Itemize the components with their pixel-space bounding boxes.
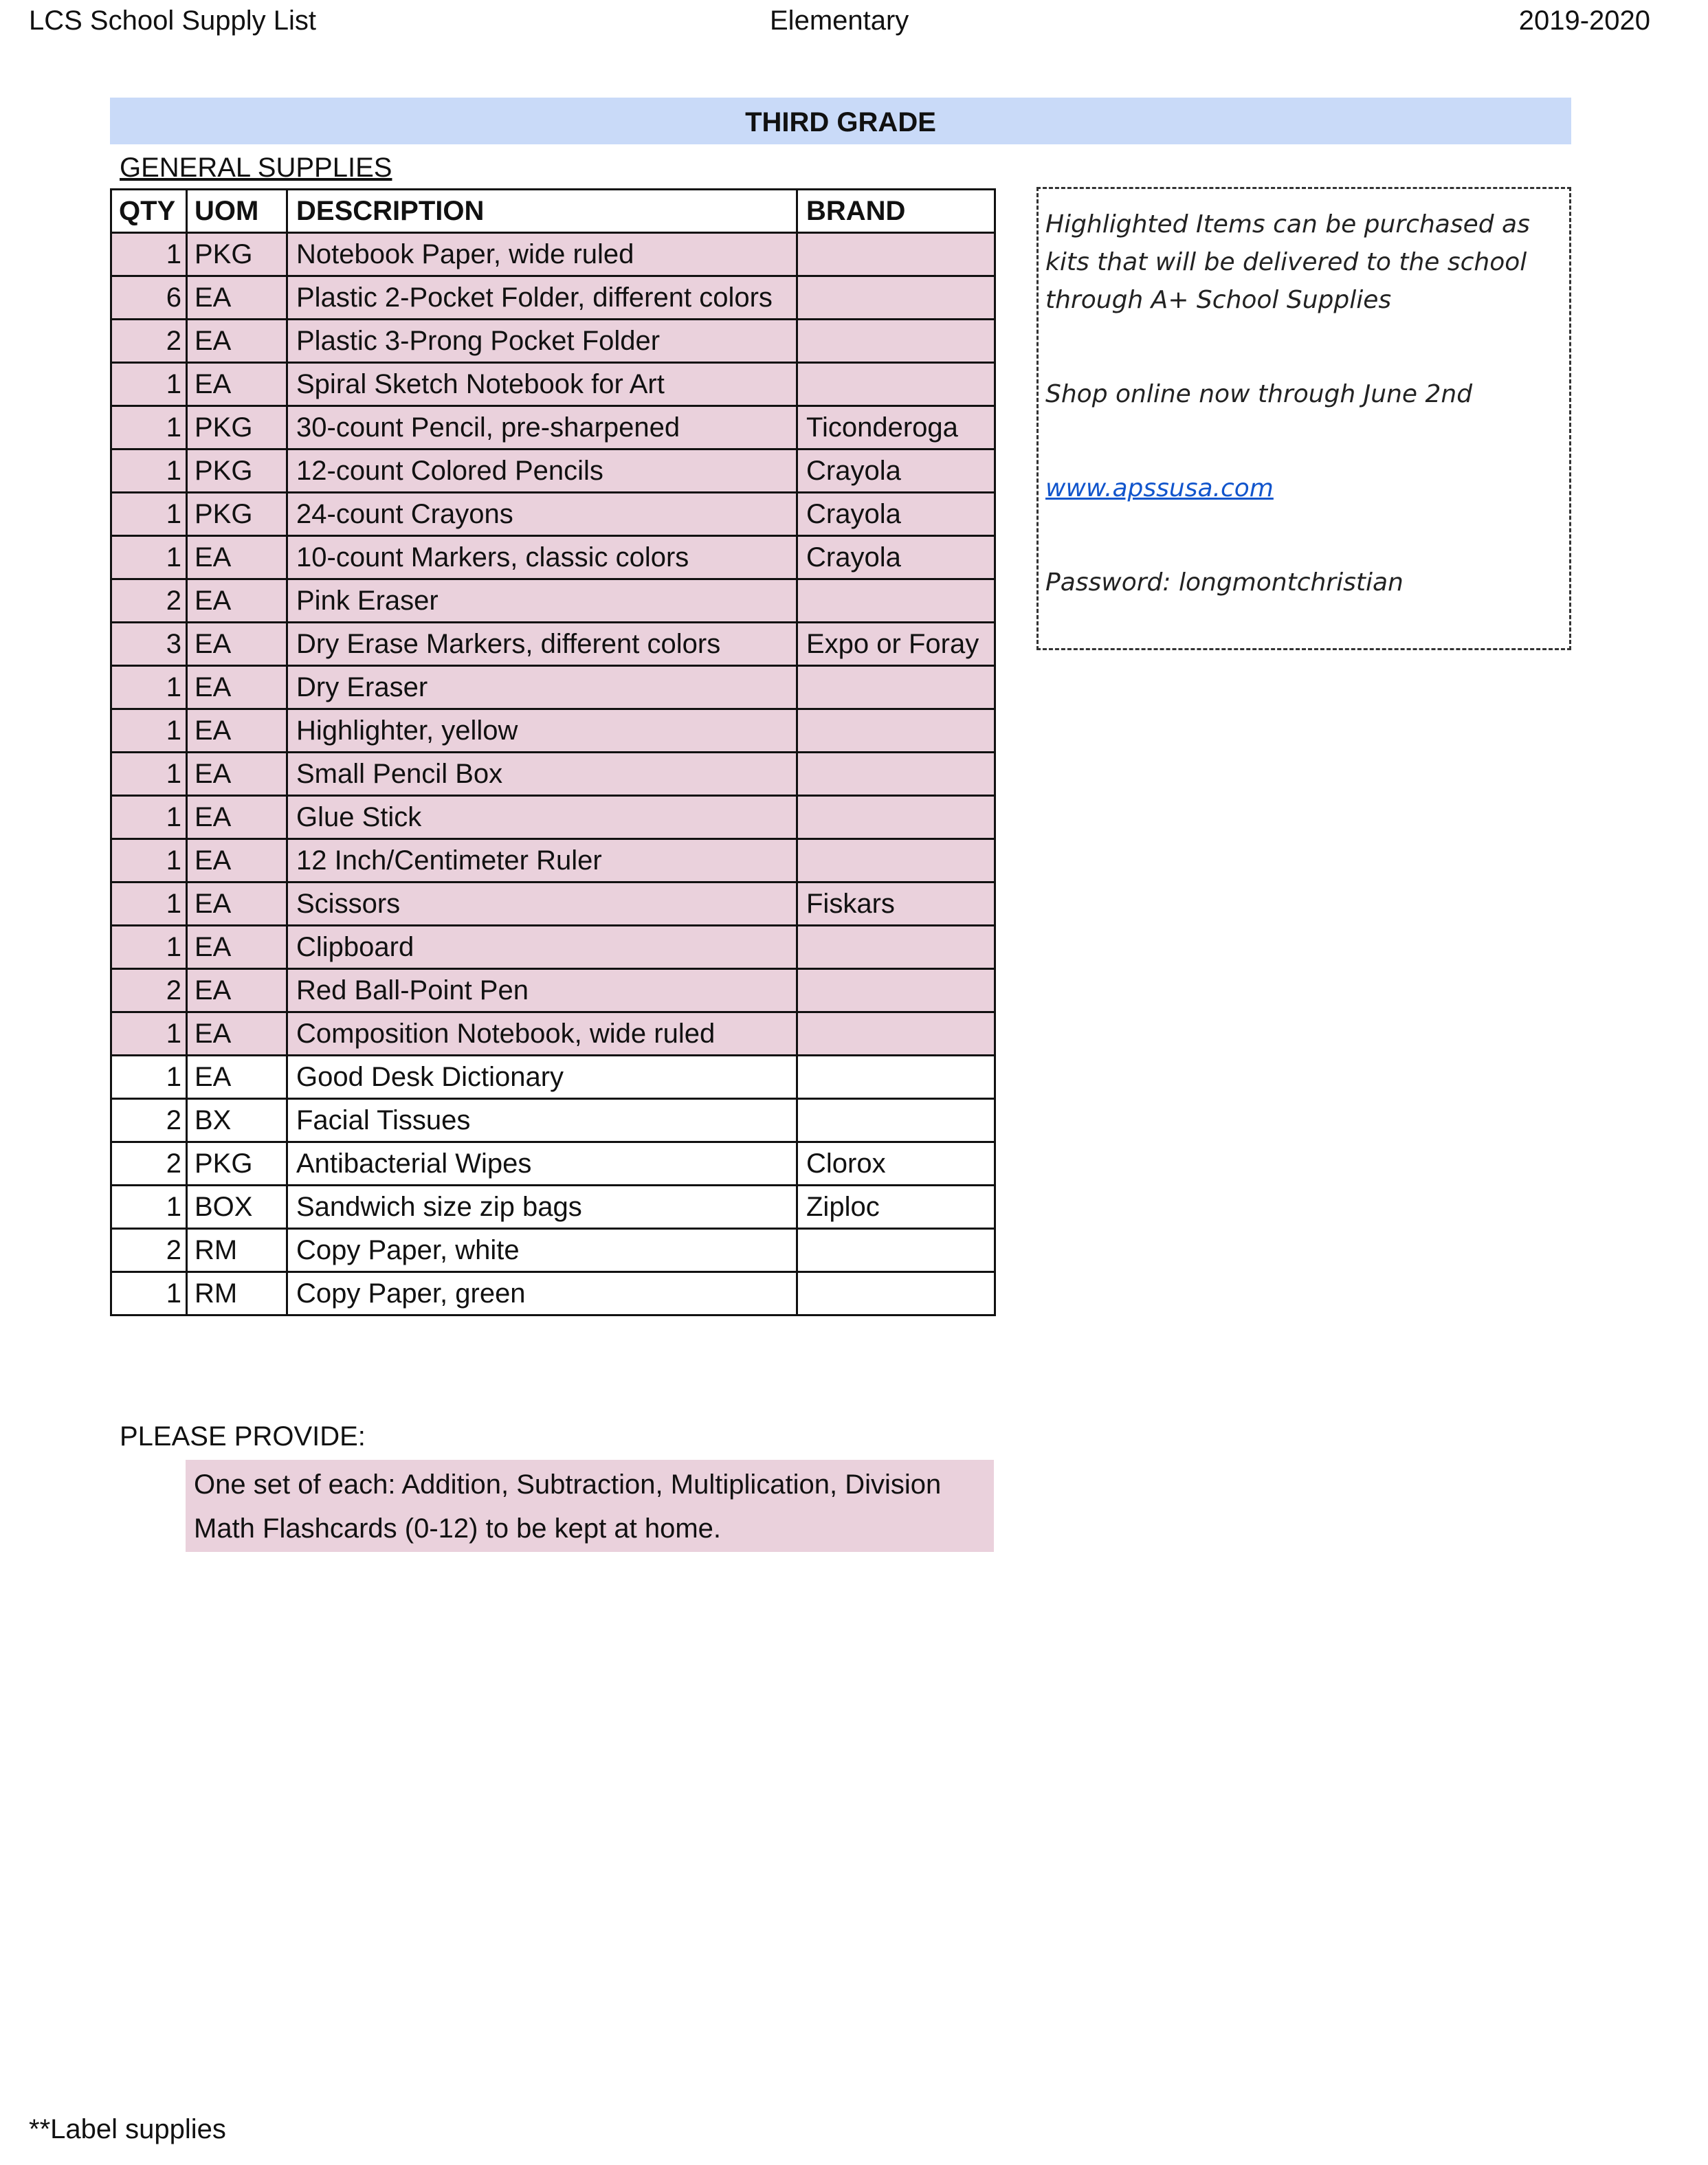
table-row: [111, 1272, 995, 1315]
cell-qty: 1: [111, 1272, 187, 1315]
cell-brand: [797, 796, 995, 839]
cell-uom: EA: [187, 969, 287, 1012]
table-row: [111, 969, 995, 1012]
cell-brand: Expo or Foray: [797, 623, 995, 666]
cell-uom: EA: [187, 276, 287, 320]
cell-brand: Ticonderoga: [797, 406, 995, 449]
cell-brand: [797, 1272, 995, 1315]
kits-note: Highlighted Items can be purchased as kits that will be delivered to the school through A+ School Supplies: [1045, 210, 1530, 314]
cell-brand: Clorox: [797, 1142, 995, 1186]
cell-brand: [797, 1012, 995, 1056]
cell-uom: EA: [187, 623, 287, 666]
cell-qty: 6: [111, 276, 187, 320]
cell-brand: [797, 839, 995, 882]
table-row: [111, 926, 995, 969]
cell-description: Copy Paper, green: [287, 1272, 797, 1315]
cell-qty: 2: [111, 969, 187, 1012]
cell-brand: [797, 969, 995, 1012]
cell-qty: 1: [111, 796, 187, 839]
table-row: [111, 839, 995, 882]
cell-qty: 1: [111, 1056, 187, 1099]
cell-qty: 1: [111, 709, 187, 753]
cell-description: Pink Eraser: [287, 579, 797, 623]
cell-brand: [797, 579, 995, 623]
cell-uom: EA: [187, 796, 287, 839]
cell-description: Clipboard: [287, 926, 797, 969]
cell-qty: 1: [111, 753, 187, 796]
cell-qty: 1: [111, 1012, 187, 1056]
header-title: LCS School Supply List: [29, 5, 317, 36]
cell-description: Red Ball-Point Pen: [287, 969, 797, 1012]
cell-qty: 1: [111, 926, 187, 969]
cell-uom: EA: [187, 839, 287, 882]
cell-qty: 3: [111, 623, 187, 666]
column-header-description: DESCRIPTION: [287, 190, 797, 233]
purchase-note-box: [1036, 187, 1571, 650]
provide-line-2: Math Flashcards (0-12) to be kept at home.: [194, 1513, 722, 1544]
cell-description: Small Pencil Box: [287, 753, 797, 796]
cell-uom: PKG: [187, 493, 287, 536]
cell-qty: 1: [111, 406, 187, 449]
cell-qty: 2: [111, 1142, 187, 1186]
cell-uom: PKG: [187, 233, 287, 276]
cell-qty: 1: [111, 839, 187, 882]
grade-title: THIRD GRADE: [110, 98, 1571, 144]
table-row: [111, 1099, 995, 1142]
cell-uom: EA: [187, 579, 287, 623]
cell-qty: 1: [111, 666, 187, 709]
cell-description: Antibacterial Wipes: [287, 1142, 797, 1186]
table-row: [111, 536, 995, 579]
cell-brand: Crayola: [797, 449, 995, 493]
password-note: Password: longmontchristian: [1045, 568, 1404, 597]
cell-brand: [797, 1229, 995, 1272]
provide-label: PLEASE PROVIDE:: [120, 1421, 366, 1452]
cell-brand: Ziploc: [797, 1186, 995, 1229]
cell-description: Dry Erase Markers, different colors: [287, 623, 797, 666]
table-row: [111, 882, 995, 926]
table-header-row: [111, 190, 995, 233]
vendor-link[interactable]: www.apssusa.com: [1045, 474, 1274, 502]
cell-brand: [797, 363, 995, 406]
cell-uom: BX: [187, 1099, 287, 1142]
table-row: [111, 1186, 995, 1229]
cell-uom: EA: [187, 709, 287, 753]
cell-uom: EA: [187, 320, 287, 363]
table-row: [111, 579, 995, 623]
table-row: [111, 753, 995, 796]
cell-qty: 1: [111, 449, 187, 493]
cell-uom: PKG: [187, 1142, 287, 1186]
header-year: 2019-2020: [1518, 5, 1650, 36]
cell-qty: 2: [111, 1099, 187, 1142]
supply-rows: [111, 233, 995, 1315]
cell-description: Composition Notebook, wide ruled: [287, 1012, 797, 1056]
table-row: [111, 666, 995, 709]
column-header-qty: QTY: [111, 190, 187, 233]
cell-brand: [797, 709, 995, 753]
table-row: [111, 1142, 995, 1186]
cell-description: Copy Paper, white: [287, 1229, 797, 1272]
cell-brand: Crayola: [797, 536, 995, 579]
cell-brand: [797, 1099, 995, 1142]
cell-description: Spiral Sketch Notebook for Art: [287, 363, 797, 406]
table-row: [111, 1012, 995, 1056]
supply-table: [110, 188, 996, 1316]
table-row: [111, 363, 995, 406]
cell-qty: 1: [111, 536, 187, 579]
table-row: [111, 233, 995, 276]
cell-uom: EA: [187, 926, 287, 969]
cell-uom: EA: [187, 666, 287, 709]
cell-description: Plastic 3-Prong Pocket Folder: [287, 320, 797, 363]
cell-description: 12-count Colored Pencils: [287, 449, 797, 493]
table-row: [111, 709, 995, 753]
column-header-brand: BRAND: [797, 190, 995, 233]
cell-uom: EA: [187, 882, 287, 926]
cell-uom: PKG: [187, 406, 287, 449]
cell-uom: EA: [187, 1056, 287, 1099]
table-row: [111, 1056, 995, 1099]
cell-uom: PKG: [187, 449, 287, 493]
cell-qty: 1: [111, 493, 187, 536]
table-row: [111, 796, 995, 839]
cell-brand: [797, 666, 995, 709]
cell-brand: [797, 753, 995, 796]
cell-description: 12 Inch/Centimeter Ruler: [287, 839, 797, 882]
cell-qty: 2: [111, 579, 187, 623]
cell-description: Sandwich size zip bags: [287, 1186, 797, 1229]
cell-qty: 2: [111, 1229, 187, 1272]
cell-uom: EA: [187, 363, 287, 406]
table-row: [111, 1229, 995, 1272]
cell-description: Highlighter, yellow: [287, 709, 797, 753]
cell-brand: Crayola: [797, 493, 995, 536]
cell-qty: 1: [111, 363, 187, 406]
table-row: [111, 320, 995, 363]
cell-uom: RM: [187, 1229, 287, 1272]
cell-qty: 1: [111, 233, 187, 276]
cell-description: Dry Eraser: [287, 666, 797, 709]
cell-uom: EA: [187, 536, 287, 579]
cell-uom: EA: [187, 753, 287, 796]
cell-brand: [797, 926, 995, 969]
cell-description: Facial Tissues: [287, 1099, 797, 1142]
table-row: [111, 493, 995, 536]
cell-uom: BOX: [187, 1186, 287, 1229]
cell-description: Notebook Paper, wide ruled: [287, 233, 797, 276]
cell-description: 10-count Markers, classic colors: [287, 536, 797, 579]
cell-qty: 2: [111, 320, 187, 363]
cell-brand: [797, 233, 995, 276]
footer-note: **Label supplies: [29, 2114, 226, 2144]
cell-brand: Fiskars: [797, 882, 995, 926]
cell-brand: [797, 320, 995, 363]
cell-description: Glue Stick: [287, 796, 797, 839]
header-level: Elementary: [770, 5, 909, 36]
table-row: [111, 449, 995, 493]
cell-qty: 1: [111, 1186, 187, 1229]
cell-description: Plastic 2-Pocket Folder, different colors: [287, 276, 797, 320]
cell-uom: RM: [187, 1272, 287, 1315]
cell-description: 24-count Crayons: [287, 493, 797, 536]
cell-description: Scissors: [287, 882, 797, 926]
table-row: [111, 276, 995, 320]
cell-description: Good Desk Dictionary: [287, 1056, 797, 1099]
shop-note: Shop online now through June 2nd: [1045, 380, 1473, 408]
cell-brand: [797, 1056, 995, 1099]
cell-brand: [797, 276, 995, 320]
cell-description: 30-count Pencil, pre-sharpened: [287, 406, 797, 449]
table-row: [111, 406, 995, 449]
section-label: GENERAL SUPPLIES: [120, 153, 392, 183]
provide-line-1: One set of each: Addition, Subtraction, Multiplication, Division: [194, 1469, 942, 1500]
provide-box: [186, 1460, 994, 1552]
cell-uom: EA: [187, 1012, 287, 1056]
cell-qty: 1: [111, 882, 187, 926]
table-row: [111, 623, 995, 666]
column-header-uom: UOM: [187, 190, 287, 233]
